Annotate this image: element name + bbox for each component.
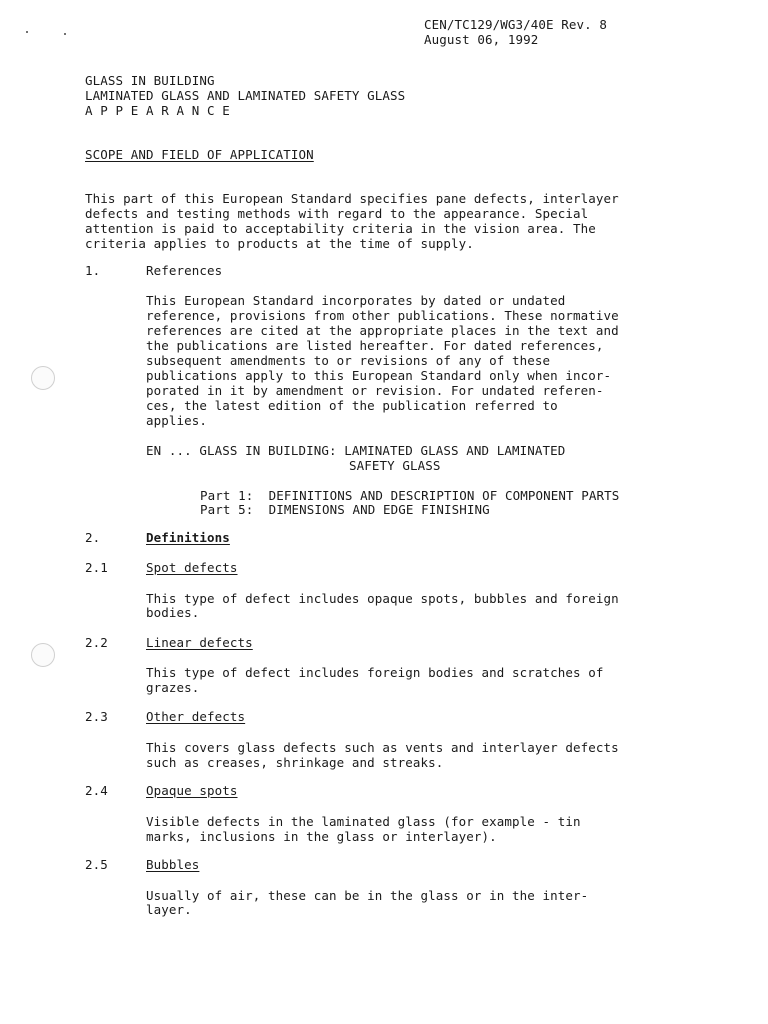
en-reference-line-1: EN ... GLASS IN BUILDING: LAMINATED GLASS AND LAMINATED	[146, 443, 566, 458]
definition-text: grazes.	[146, 680, 200, 695]
references-heading: References	[146, 263, 223, 278]
definition-text: This covers glass defects such as vents and interlayer defects	[146, 740, 619, 755]
scope-heading: SCOPE AND FIELD OF APPLICATION	[85, 147, 314, 162]
definition-number: 2.1	[85, 560, 108, 575]
definition-text: Usually of air, these can be in the glass or in the inter-	[146, 888, 589, 903]
scope-line: criteria applies to products at the time of supply.	[85, 236, 474, 251]
definition-text: such as creases, shrinkage and streaks.	[146, 755, 444, 770]
definitions-heading: Definitions	[146, 530, 230, 545]
scan-speck	[64, 33, 66, 35]
scan-speck	[26, 31, 28, 33]
definition-heading: Opaque spots	[146, 783, 238, 798]
references-line: references are cited at the appropriate places in the text and	[146, 323, 619, 338]
punch-hole-mark	[31, 643, 55, 667]
definition-number: 2.4	[85, 783, 108, 798]
definition-heading: Other defects	[146, 709, 246, 724]
definition-text: marks, inclusions in the glass or interlayer).	[146, 829, 497, 844]
references-line: the publications are listed hereafter. For dated references,	[146, 338, 604, 353]
references-line: porated in it by amendment or revision. For undated referen-	[146, 383, 604, 398]
references-line: reference, provisions from other publications. These normative	[146, 308, 619, 323]
title-line-2: LAMINATED GLASS AND LAMINATED SAFETY GLASS	[85, 88, 406, 103]
references-line: This European Standard incorporates by dated or undated	[146, 293, 566, 308]
section-number: 1.	[85, 263, 101, 278]
en-reference-line-2: SAFETY GLASS	[349, 458, 441, 473]
references-line: ces, the latest edition of the publication referred to	[146, 398, 558, 413]
definition-heading: Bubbles	[146, 857, 200, 872]
definition-text: Visible defects in the laminated glass (for example - tin	[146, 814, 581, 829]
title-line-3: A P P E A R A N C E	[85, 103, 230, 118]
part-5-reference: Part 5: DIMENSIONS AND EDGE FINISHING	[200, 502, 490, 517]
definition-number: 2.3	[85, 709, 108, 724]
part-1-reference: Part 1: DEFINITIONS AND DESCRIPTION OF COMPONENT PARTS	[200, 488, 620, 503]
definition-text: layer.	[146, 902, 192, 917]
document-date: August 06, 1992	[424, 32, 539, 47]
definition-heading: Spot defects	[146, 560, 238, 575]
references-line: applies.	[146, 413, 208, 428]
definition-heading: Linear defects	[146, 635, 253, 650]
definition-number: 2.5	[85, 857, 108, 872]
references-line: publications apply to this European Standard only when incor-	[146, 368, 612, 383]
references-line: subsequent amendments to or revisions of any of these	[146, 353, 551, 368]
scope-line: attention is paid to acceptability criteria in the vision area. The	[85, 221, 596, 236]
definition-text: This type of defect includes foreign bodies and scratches of	[146, 665, 604, 680]
definition-text: This type of defect includes opaque spots, bubbles and foreign	[146, 591, 619, 606]
section-number: 2.	[85, 530, 101, 545]
scope-line: This part of this European Standard specifies pane defects, interlayer	[85, 191, 619, 206]
definition-number: 2.2	[85, 635, 108, 650]
scope-line: defects and testing methods with regard to the appearance. Special	[85, 206, 589, 221]
punch-hole-mark	[31, 366, 55, 390]
document-reference: CEN/TC129/WG3/40E Rev. 8	[424, 17, 608, 32]
title-line-1: GLASS IN BUILDING	[85, 73, 215, 88]
definition-text: bodies.	[146, 605, 200, 620]
